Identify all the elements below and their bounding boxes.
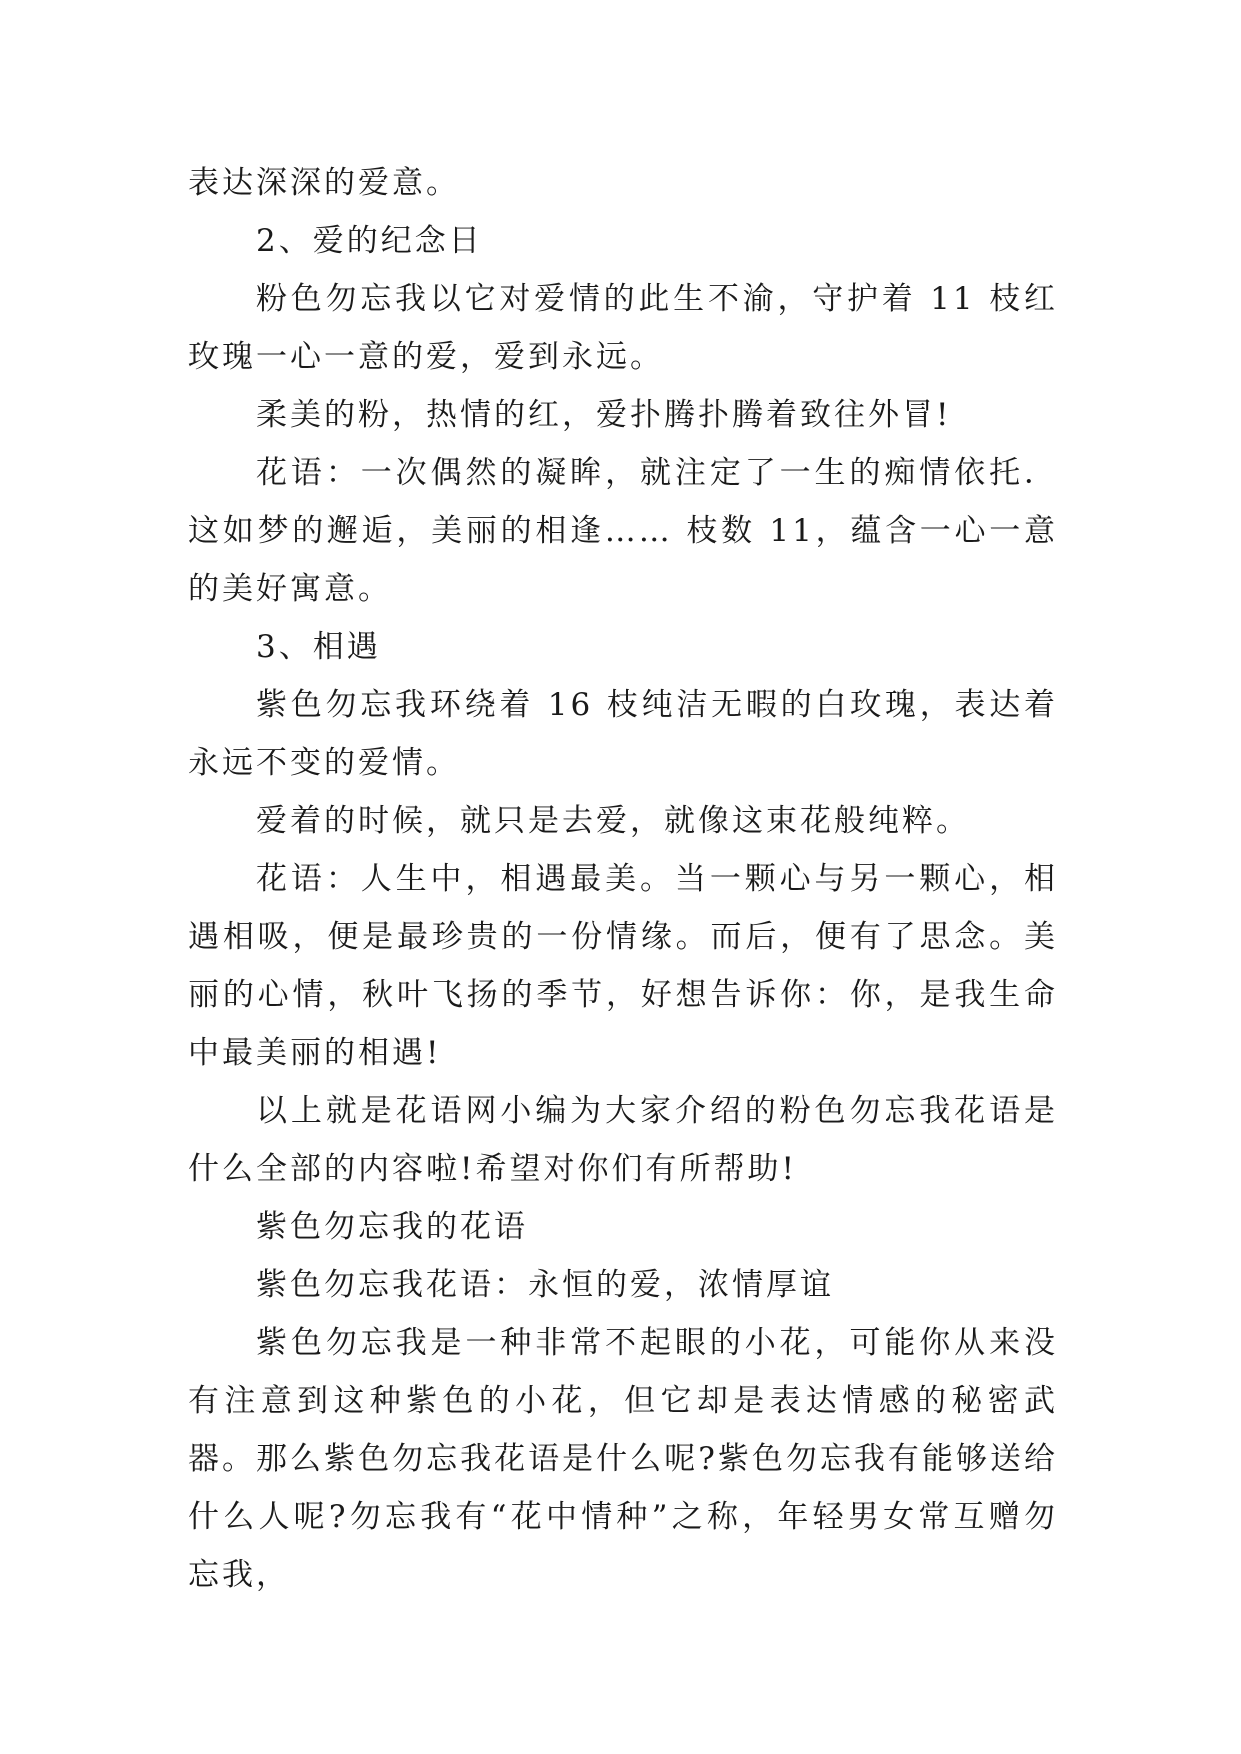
- paragraph: 爱着的时候，就只是去爱，就像这束花般纯粹。: [256, 803, 970, 839]
- section-heading: 3、相遇: [256, 629, 381, 665]
- paragraph: 花语：人生中，相遇最美。当一颗心与另一颗心，相遇相吸，便是最珍贵的一份情缘。而后，便有了思念。美丽的心情，秋叶飞扬的季节，好想告诉你：你，是我生命中最美丽的相遇!: [188, 861, 1058, 1071]
- paragraph: 表达深深的爱意。: [188, 165, 460, 201]
- paragraph: 紫色勿忘我是一种非常不起眼的小花，可能你从来没有注意到这种紫色的小花，但它却是表达情感的秘密武器。那么紫色勿忘我花语是什么呢?紫色勿忘我有能够送给什么人呢?勿忘我有“花中情种”之称，年轻男女常互赠勿忘我，: [188, 1325, 1058, 1593]
- document-body: [188, 154, 1058, 1604]
- paragraph: 紫色勿忘我花语：永恒的爱，浓情厚谊: [256, 1267, 834, 1303]
- section-heading: 紫色勿忘我的花语: [256, 1209, 528, 1245]
- paragraph: 以上就是花语网小编为大家介绍的粉色勿忘我花语是什么全部的内容啦!希望对你们有所帮助!: [188, 1093, 1058, 1187]
- paragraph: 紫色勿忘我环绕着 16 枝纯洁无暇的白玫瑰，表达着永远不变的爱情。: [188, 687, 1058, 781]
- paragraph: 花语：一次偶然的凝眸，就注定了一生的痴情依托．这如梦的邂逅，美丽的相逢…… 枝数 11，蕴含一心一意的美好寓意。: [188, 455, 1058, 607]
- paragraph: 粉色勿忘我以它对爱情的此生不渝，守护着 11 枝红玫瑰一心一意的爱，爱到永远。: [188, 281, 1058, 375]
- paragraph: 柔美的粉，热情的红，爱扑腾扑腾着致往外冒!: [256, 397, 952, 433]
- section-heading: 2、爱的纪念日: [256, 223, 483, 259]
